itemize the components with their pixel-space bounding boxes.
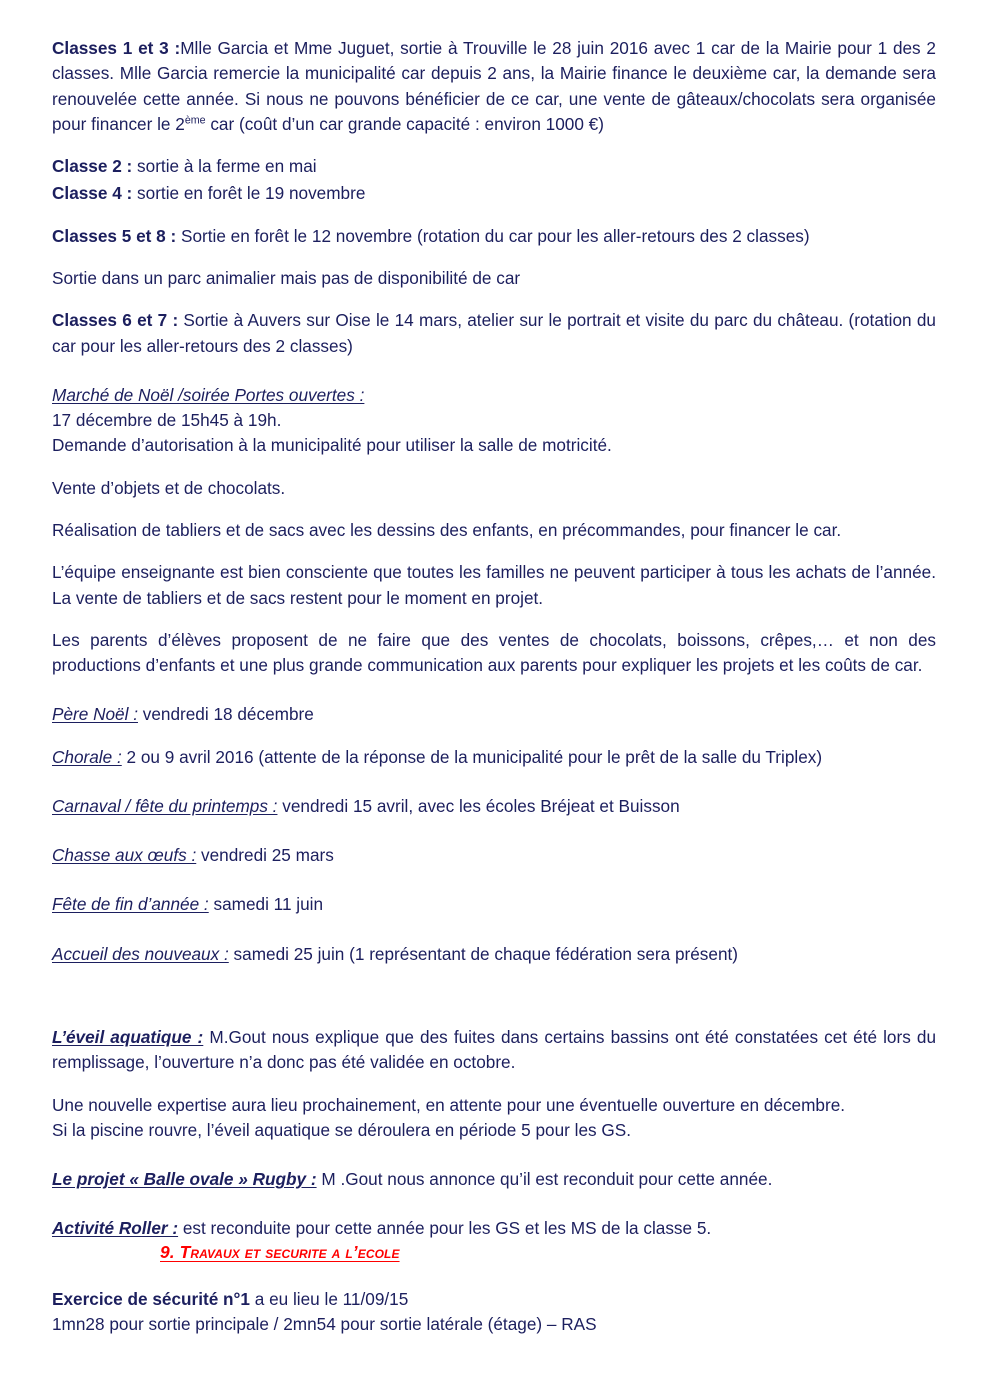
text-classes-1-3-part2: car (coût d’un car grande capacité : environ 1000 €) — [205, 113, 604, 134]
paragraph-expertise-line1: Une nouvelle expertise aura lieu prochainement, en attente pour une éventuelle ouverture en décembre. — [52, 1094, 846, 1115]
label-marche-de-noel: Marché de Noël /soirée Portes ouvertes : — [52, 384, 365, 405]
label-exercice-securite: Exercice de sécurité n°1 — [52, 1288, 250, 1309]
paragraph-classe-4 — [52, 181, 936, 206]
paragraph-eveil-aquatique — [52, 1025, 936, 1076]
paragraph-vente-objets: Vente d’objets et de chocolats. — [52, 477, 286, 498]
paragraph-accueil-nouveaux — [52, 942, 936, 967]
paragraph-classes-6-7 — [52, 308, 936, 359]
superscript-eme: ème — [184, 114, 206, 127]
paragraph-balle-ovale — [52, 1167, 936, 1192]
text-chasse-aux-oeufs: vendredi 25 mars — [196, 845, 334, 866]
label-accueil-nouveaux: Accueil des nouveaux : — [52, 943, 229, 964]
label-activite-roller: Activité Roller : — [52, 1218, 179, 1239]
text-classe-2: sortie à la ferme en mai — [132, 156, 317, 177]
text-classes-5-8: Sortie en forêt le 12 novembre (rotation du car pour les aller-retours des 2 classes) — [176, 225, 810, 246]
label-balle-ovale: Le projet « Balle ovale » Rugby : — [52, 1169, 317, 1190]
paragraph-classes-1-3 — [52, 36, 936, 137]
text-classes-1-3-part1: Mlle Garcia et Mme Juguet, sortie à Trouville le 28 juin 2016 avec 1 car de la Mairie pour 1 des 2 classes. Mlle Garcia remercie la municipalité car depuis 2 ans, la Mairie finance le deuxième car, la demande sera renouvelée cette année. Si nous ne pouvons bénéficier de ce car, une vente de gâteaux/chocolats sera organisée pour financer le 2 — [52, 38, 936, 134]
label-classe-4: Classe 4 : — [52, 183, 133, 204]
document-body — [52, 36, 936, 1337]
paragraph-exercice-securite — [52, 1287, 936, 1312]
paragraph-pere-noel — [52, 702, 936, 727]
text-exercice-securite: a eu lieu le 11/09/15 — [249, 1288, 409, 1309]
paragraph-chorale — [52, 745, 936, 770]
text-balle-ovale: M .Gout nous annonce qu’il est reconduit pour cette année. — [316, 1169, 773, 1190]
label-classe-2: Classe 2 : — [52, 156, 133, 177]
paragraph-activite-roller — [52, 1216, 936, 1241]
text-carnaval: vendredi 15 avril, avec les écoles Bréjeat et Buisson — [277, 795, 680, 816]
text-activite-roller: est reconduite pour cette année pour les GS et les MS de la classe 5. — [178, 1218, 712, 1239]
text-chorale: 2 ou 9 avril 2016 (attente de la réponse de la municipalité pour le prêt de la salle du Triplex) — [121, 746, 823, 767]
label-chorale: Chorale : — [52, 746, 122, 767]
paragraph-carnaval — [52, 794, 936, 819]
label-classes-5-8: Classes 5 et 8 : — [52, 225, 177, 246]
paragraph-exercice-securite-line2: 1mn28 pour sortie principale / 2mn54 pour sortie latérale (étage) – RAS — [52, 1314, 597, 1334]
text-classes-6-7: Sortie à Auvers sur Oise le 14 mars, atelier sur le portrait et visite du parc du château. (rotation du car pour les aller-retours des 2 classes) — [52, 310, 936, 356]
paragraph-fete-fin-annee — [52, 892, 936, 917]
label-eveil-aquatique: L’éveil aquatique : — [52, 1027, 204, 1048]
label-carnaval: Carnaval / fête du printemps : — [52, 795, 278, 816]
label-pere-noel: Père Noël : — [52, 704, 138, 725]
paragraph-chasse-aux-oeufs — [52, 843, 936, 868]
paragraph-classe-2 — [52, 154, 936, 179]
label-fete-fin-annee: Fête de fin d’année : — [52, 894, 209, 915]
text-fete-fin-annee: samedi 11 juin — [208, 894, 324, 915]
paragraph-realisation-tabliers: Réalisation de tabliers et de sacs avec les dessins des enfants, en précommandes, pour financer le car. — [52, 519, 842, 540]
text-eveil-aquatique: M.Gout nous explique que des fuites dans certains bassins ont été constatées cet été lors du remplissage, l’ouverture n’a donc pas été validée en octobre. — [52, 1027, 937, 1073]
text-pere-noel: vendredi 18 décembre — [137, 704, 314, 725]
paragraph-parents-eleves: Les parents d’élèves proposent de ne faire que des ventes de chocolats, boissons, crêpes,… et non des productions d’enfants et une plus grande communication aux parents pour expliquer les projets et les coûts de car. — [52, 629, 936, 676]
text-accueil-nouveaux: samedi 25 juin (1 représentant de chaque fédération sera présent) — [228, 943, 739, 964]
paragraph-parc-animalier: Sortie dans un parc animalier mais pas de disponibilité de car — [52, 267, 521, 288]
label-classes-6-7: Classes 6 et 7 : — [52, 310, 179, 331]
paragraph-expertise-line2: Si la piscine rouvre, l’éveil aquatique se déroulera en période 5 pour les GS. — [52, 1119, 631, 1140]
heading-marche-de-noel — [52, 383, 936, 408]
text-marche-de-noel-line1: 17 décembre de 15h45 à 19h. — [52, 410, 282, 431]
text-marche-de-noel-line2: Demande d’autorisation à la municipalité pour utiliser la salle de motricité. — [52, 435, 612, 456]
paragraph-equipe-enseignante: L’équipe enseignante est bien consciente que toutes les familles ne peuvent participer à tous les achats de l’année. La vente de tabliers et de sacs restent pour le moment en projet. — [52, 562, 936, 608]
label-chasse-aux-oeufs: Chasse aux œufs : — [52, 845, 197, 866]
section-heading-9-travaux-securite: 9. Travaux et securite a l’ecole — [160, 1241, 400, 1262]
text-classe-4: sortie en forêt le 19 novembre — [132, 183, 366, 204]
label-classes-1-3: Classes 1 et 3 : — [52, 38, 181, 58]
paragraph-classes-5-8 — [52, 224, 936, 249]
